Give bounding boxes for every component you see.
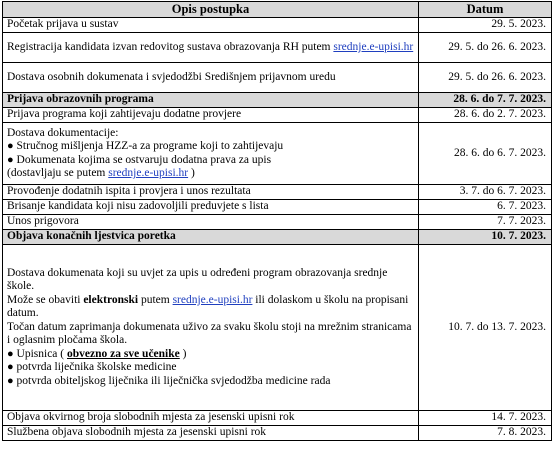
bullet-icon: ●: [7, 361, 14, 374]
row-date: 7. 7. 2023.: [419, 215, 552, 230]
list-item: [7, 361, 414, 375]
documentation-heading: Dostava dokumentacije:: [7, 126, 119, 139]
list-item: [7, 154, 414, 168]
paragraph-text: ili dolaskom u školu na propisani datum.: [7, 293, 409, 320]
table-row: [3, 200, 552, 215]
list-item-emphasis: obvezno za sve učenike: [67, 347, 180, 360]
list-item-text: Stručnog mišljenja HZZ-a za programe koji to zahtijevaju: [13, 140, 284, 152]
table-row: [3, 245, 552, 411]
section-date: 10. 7. 2023.: [419, 230, 552, 245]
table-row: [3, 123, 552, 185]
row-text: Početak prijava u sustav: [3, 18, 419, 33]
header-row: [3, 2, 552, 18]
row-text: Dostava osobnih dokumenata i svjedodžbi Središnjem prijavnom uredu: [3, 63, 419, 93]
row-text: Službena objava slobodnih mjesta za jesenski upisni rok: [3, 426, 419, 441]
header-procedure: Opis postupka: [3, 2, 419, 18]
row-text: [3, 33, 419, 63]
header-date: Datum: [419, 2, 552, 18]
paragraph: Točan datum zaprimanja dokumenata uživo za svaku školu stoji na mrežnim stranicama i oglasnim pločama škola.: [7, 320, 412, 347]
row-text: Objava okvirnog broja slobodnih mjesta za jesenski upisni rok: [3, 411, 419, 426]
list-item-text: Dokumenata kojima se ostvaruju dodatna prava za upis: [13, 153, 272, 166]
table-row: [3, 426, 552, 441]
table-row: [3, 63, 552, 93]
bullet-icon: ●: [7, 140, 14, 152]
e-upisi-link[interactable]: srednje.e-upisi.hr: [172, 293, 253, 306]
table-row: [3, 185, 552, 200]
table-row: [3, 18, 552, 33]
paragraph-text: Može se obaviti: [7, 293, 84, 306]
row-date: 10. 7. do 13. 7. 2023.: [419, 245, 552, 411]
enrollment-schedule-table: [2, 1, 552, 441]
row-date: 28. 6. do 6. 7. 2023.: [419, 123, 552, 185]
row-text: Brisanje kandidata koji nisu zadovoljili preduvjete s lista: [3, 200, 419, 215]
row-date: 6. 7. 2023.: [419, 200, 552, 215]
row-text-part: Registracija kandidata izvan redovitog sustava obrazovanja RH putem: [7, 40, 334, 53]
e-upisi-link[interactable]: srednje.e-upisi.hr: [333, 40, 414, 53]
section-title: Objava konačnih ljestvica poretka: [3, 230, 419, 245]
row-text: Prijava programa koji zahtijevaju dodatne provjere: [3, 108, 419, 123]
row-date: 14. 7. 2023.: [419, 411, 552, 426]
paragraph-text: putem: [138, 293, 173, 306]
bullet-icon: ●: [7, 347, 14, 360]
list-item-text: ): [179, 347, 187, 360]
paragraph: Dostava dokumenata koji su uvjet za upis u određeni program obrazovanja srednje škole.: [7, 266, 388, 293]
row-date: 28. 6. do 2. 7. 2023.: [419, 108, 552, 123]
section-title: Prijava obrazovnih programa: [3, 93, 419, 108]
table-row: [3, 33, 552, 63]
list-item: [7, 167, 414, 181]
list-item-text: potvrda obiteljskog liječnika ili liječnička svjedodžba medicine rada: [13, 374, 331, 387]
paragraph: [7, 294, 414, 321]
row-date: 29. 5. do 26. 6. 2023.: [419, 33, 552, 63]
list-item: [7, 375, 414, 389]
section-date: 28. 6. do 7. 7. 2023.: [419, 93, 552, 108]
row-text: [3, 245, 419, 411]
list-item-text: (dostavljaju se putem: [7, 167, 109, 179]
section-row: [3, 93, 552, 108]
list-item: [7, 140, 414, 154]
list-item-text: potvrda liječnika školske medicine: [13, 361, 177, 374]
table-row: [3, 215, 552, 230]
list-item-text: ): [188, 167, 195, 179]
table-row: [3, 411, 552, 426]
bullet-icon: ●: [7, 374, 14, 387]
row-text: [3, 123, 419, 185]
row-date: 7. 8. 2023.: [419, 426, 552, 441]
table-row: [3, 108, 552, 123]
list-item-text: Upisnica (: [13, 347, 67, 360]
section-row: [3, 230, 552, 245]
bullet-icon: ●: [7, 153, 14, 166]
row-date: 3. 7. do 6. 7. 2023.: [419, 185, 552, 200]
e-upisi-link[interactable]: srednje.e-upisi.hr: [108, 167, 189, 179]
paragraph-emphasis: elektronski: [83, 293, 139, 306]
row-date: 29. 5. 2023.: [419, 18, 552, 33]
row-date: 29. 5. do 26. 6. 2023.: [419, 63, 552, 93]
row-text: Unos prigovora: [3, 215, 419, 230]
list-item: [7, 348, 414, 362]
row-text: Provođenje dodatnih ispita i provjera i unos rezultata: [3, 185, 419, 200]
